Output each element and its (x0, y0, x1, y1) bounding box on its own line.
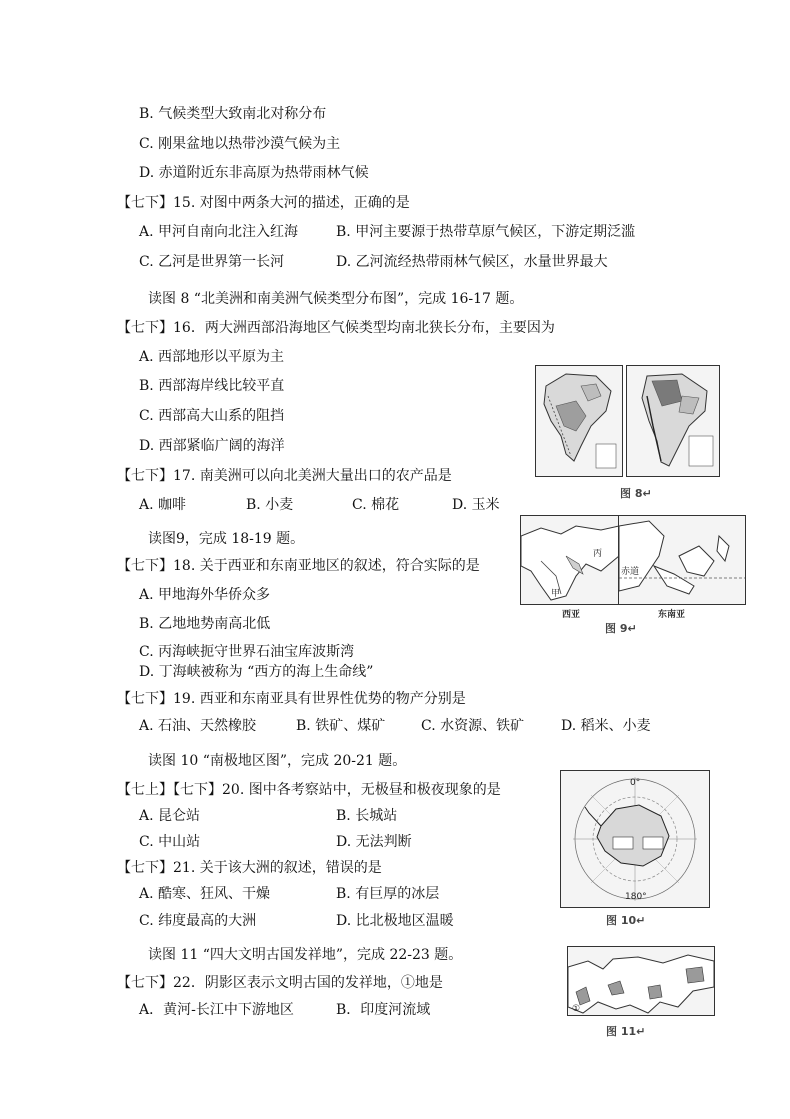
q20-stem: 【七上】【七下】20. 图中各考察站中，无极昼和极夜现象的是 (117, 782, 501, 798)
figure-11-civilizations-map (567, 946, 715, 1016)
q17-stem: 【七下】17. 南美洲可以向北美洲大量出口的农产品是 (117, 468, 452, 484)
fig9-label-jia: 甲 (551, 589, 561, 599)
figure-9-caption: 图 9↵ (605, 622, 637, 635)
q17-option-a: A. 咖啡 (139, 497, 187, 513)
fig10-label-180-degree: 180° (625, 892, 647, 902)
q19-option-d: D. 稻米、小麦 (561, 718, 651, 734)
q18-option-d: D. 丁海峡被称为 “西方的海上生命线” (139, 664, 374, 680)
q18-option-a: A. 甲地海外华侨众多 (139, 587, 271, 603)
figure-11-caption: 图 11↵ (606, 1025, 646, 1038)
read-fig10-instruction: 读图 10 “南极地区图”，完成 20-21 题。 (148, 753, 407, 769)
q15-option-a: A. 甲河自南向北注入红海 (139, 224, 299, 240)
q14-option-d: D. 赤道附近东非高原为热带雨林气候 (139, 165, 369, 181)
q22-option-a: A．黄河-长江中下游地区 (139, 1002, 294, 1018)
q18-option-c: C. 丙海峡扼守世界石油宝库波斯湾 (139, 644, 355, 660)
q21-option-a: A. 酷寒、狂风、干燥 (139, 886, 271, 902)
q19-stem: 【七下】19. 西亚和东南亚具有世界性优势的物产分别是 (117, 691, 466, 707)
fig9-label-southeast-asia: 东南亚 (658, 610, 686, 620)
figure-9-west-asia-map (520, 515, 620, 605)
q14-option-b: B. 气候类型大致南北对称分布 (139, 106, 327, 122)
q20-option-a: A. 昆仑站 (139, 808, 201, 824)
figure-10-caption: 图 10↵ (606, 914, 646, 927)
q17-option-c: C. 棉花 (352, 497, 400, 513)
q15-stem: 【七下】15. 对图中两条大河的描述，正确的是 (117, 195, 410, 211)
q18-stem: 【七下】18. 关于西亚和东南亚地区的叙述，符合实际的是 (117, 558, 480, 574)
q19-option-c: C. 水资源、铁矿 (421, 718, 525, 734)
fig9-label-bing: 丙 (593, 549, 603, 559)
q20-option-c: C. 中山站 (139, 834, 201, 850)
q21-option-d: D. 比北极地区温暖 (336, 913, 454, 929)
q16-option-a: A. 西部地形以平原为主 (139, 349, 285, 365)
q14-option-c: C. 刚果盆地以热带沙漠气候为主 (139, 136, 341, 152)
fig9-label-west-asia: 西亚 (562, 610, 581, 620)
q16-stem: 【七下】16．两大洲西部沿海地区气候类型均南北狭长分布，主要因为 (117, 320, 555, 336)
fig10-label-0-degree: 0° (630, 778, 641, 788)
q18-option-b: B. 乙地地势南高北低 (139, 616, 271, 632)
figure-8-south-america-map (626, 365, 720, 477)
read-fig8-instruction: 读图 8 “北美洲和南美洲气候类型分布图”，完成 16-17 题。 (148, 291, 524, 307)
figure-8-caption: 图 8↵ (620, 487, 652, 500)
q17-option-d: D. 玉米 (452, 497, 500, 513)
q21-option-b: B. 有巨厚的冰层 (336, 886, 440, 902)
q20-option-d: D. 无法判断 (336, 834, 412, 850)
q16-option-d: D. 西部紧临广阔的海洋 (139, 438, 285, 454)
figure-9-southeast-asia-map (618, 515, 746, 605)
figure-10-antarctica-map (560, 770, 710, 908)
read-fig11-instruction: 读图 11 “四大文明古国发祥地”，完成 22-23 题。 (148, 947, 463, 963)
q19-option-a: A. 石油、天然橡胶 (139, 718, 257, 734)
q15-option-d: D. 乙河流经热带雨林气候区，水量世界最大 (336, 254, 608, 270)
q16-option-b: B. 西部海岸线比较平直 (139, 378, 285, 394)
figure-8-north-america-map (535, 365, 623, 477)
q15-option-b: B. 甲河主要源于热带草原气候区，下游定期泛滥 (336, 224, 636, 240)
q22-stem: 【七下】22．阴影区表示文明古国的发祥地，①地是 (117, 975, 443, 991)
q16-option-c: C. 西部高大山系的阻挡 (139, 408, 285, 424)
fig11-mark-1: ① (572, 1004, 581, 1014)
q21-stem: 【七下】21. 关于该大洲的叙述，错误的是 (117, 860, 382, 876)
q19-option-b: B. 铁矿、煤矿 (296, 718, 386, 734)
fig9-label-equator: 赤道 (621, 567, 640, 577)
q22-option-b: B．印度河流域 (336, 1002, 431, 1018)
q21-option-c: C. 纬度最高的大洲 (139, 913, 257, 929)
q15-option-c: C. 乙河是世界第一长河 (139, 254, 285, 270)
q20-option-b: B. 长城站 (336, 808, 398, 824)
q17-option-b: B. 小麦 (246, 497, 294, 513)
read-fig9-instruction: 读图9，完成 18-19 题。 (148, 531, 305, 547)
